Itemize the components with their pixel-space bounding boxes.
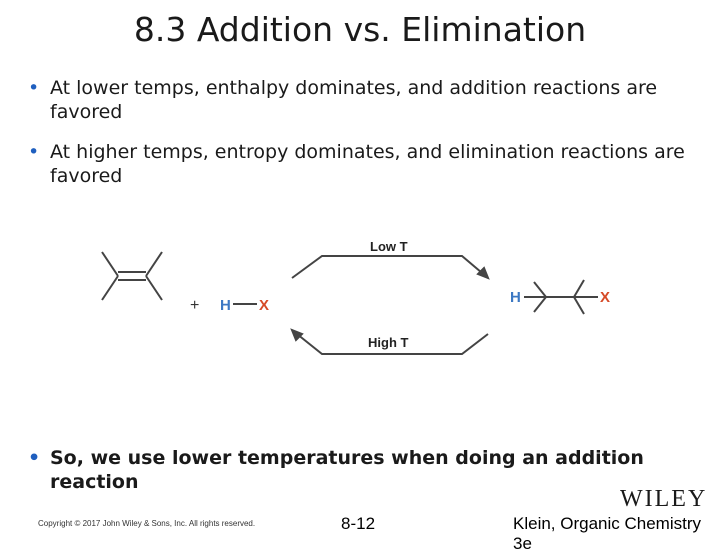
publisher-logo: WILEY (620, 486, 708, 512)
product-h-label: H (510, 289, 521, 306)
alkene-structure (102, 252, 162, 300)
plus-sign: + (190, 297, 200, 314)
bullet-marker: • (28, 77, 40, 99)
reagent-h-label: H (220, 297, 231, 314)
bullet-item (28, 76, 698, 124)
bullet-item (28, 140, 698, 188)
bullet-text: At lower temps, enthalpy dominates, and addition reactions are favored (50, 77, 658, 123)
conclusion-bullet (28, 446, 708, 510)
reaction-scheme (0, 230, 720, 360)
bullet-text: At higher temps, entropy dominates, and elimination reactions are favored (50, 141, 685, 187)
forward-condition-label: Low T (370, 239, 408, 254)
bullet-item (28, 446, 708, 494)
page-number: 8-12 (341, 514, 376, 533)
alkyl-halide-product (510, 280, 610, 314)
reverse-condition-label: High T (368, 335, 409, 350)
bullet-marker: • (28, 447, 41, 469)
forward-arrow (292, 256, 488, 278)
conclusion-text: So, we use lower temperatures when doing an addition reaction (50, 447, 644, 493)
copyright-notice: Copyright © 2017 John Wiley & Sons, Inc. All rights reserved. (38, 519, 256, 528)
textbook-reference: Klein, Organic Chemistry 3e (513, 514, 702, 553)
product-x-label: X (600, 289, 611, 306)
reagent-x-label: X (259, 297, 270, 314)
slide-title: 8.3 Addition vs. Elimination (133, 10, 587, 49)
bullet-marker: • (28, 141, 40, 163)
hx-reagent (220, 297, 269, 314)
bullet-list (28, 76, 698, 204)
